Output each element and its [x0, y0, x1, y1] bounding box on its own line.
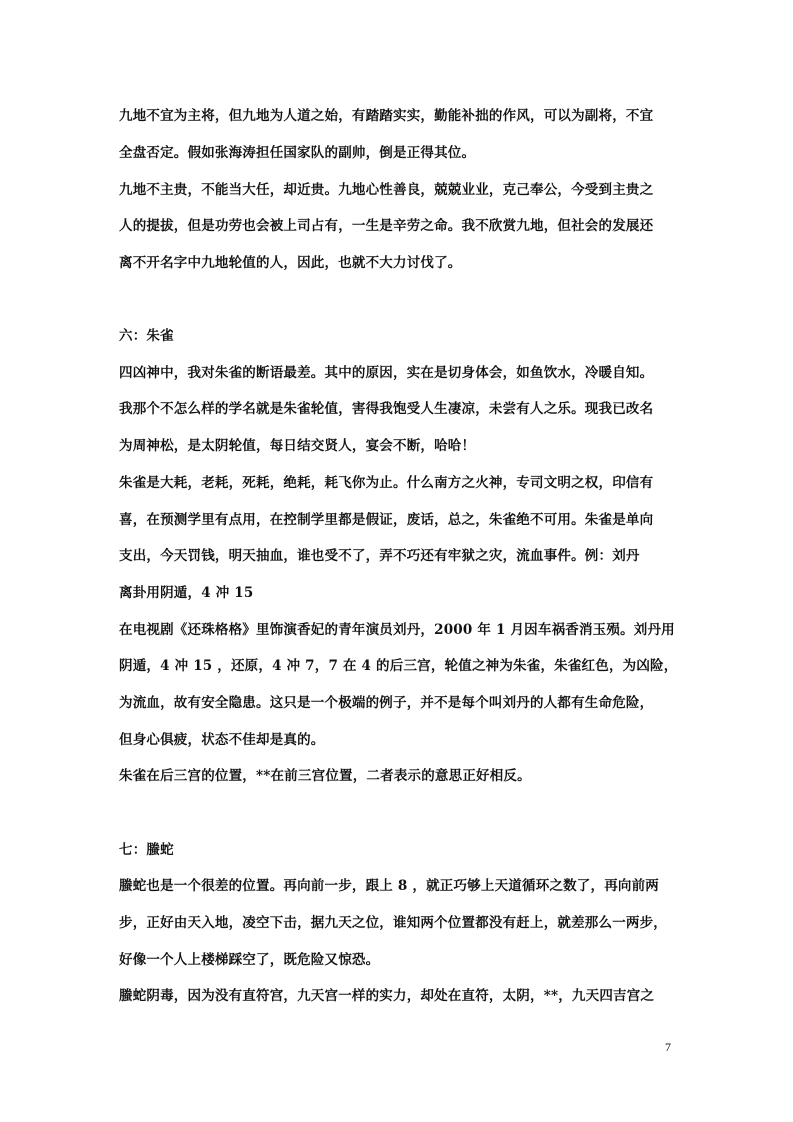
- text-line: 好像一个人上楼梯踩空了，既危险又惊恐。: [119, 952, 380, 968]
- text-line: 喜，在预测学里有点用，在控制学里都是假证，废话，总之，朱雀绝不可用。朱雀是单向: [119, 512, 654, 528]
- text-line: 支出，今天罚钱，明天抽血，谁也受不了，弄不巧还有牢狱之灾，流血事件。例：刘丹: [119, 548, 640, 564]
- text-line: 朱雀在后三宫的位置，**在前三宫位置，二者表示的意思正好相反。: [119, 768, 531, 784]
- page-number: 7: [665, 1040, 671, 1054]
- section-heading: 七：螣蛇: [119, 842, 174, 858]
- text-line: 阴遁，4 冲 15 ，还原，4 冲 7，7 在 4 的后三宫，轮值之神为朱雀，朱雀红色，为凶险，: [119, 658, 678, 674]
- text-line: 但身心俱疲，状态不佳却是真的。: [119, 732, 325, 748]
- text-line: 离不开名字中九地轮值的人，因此，也就不大力讨伐了。: [119, 255, 462, 271]
- text-line: 为周神松，是太阴轮值，每日结交贤人，宴会不断，哈哈！: [119, 438, 476, 454]
- text-line: 螣蛇阴毒，因为没有直符宫，九天宫一样的实力，却处在直符，太阴，**，九天四吉宫之: [119, 988, 655, 1004]
- text-line: 朱雀是大耗，老耗，死耗，绝耗，耗飞你为止。什么南方之火神，专司文明之权，印信有: [119, 475, 654, 491]
- text-line: 为流血，故有安全隐患。这只是一个极端的例子，并不是每个叫刘丹的人都有生命危险，: [119, 695, 654, 711]
- text-line: 在电视剧《还珠格格》里饰演香妃的青年演员刘丹，2000 年 1 月因车祸香消玉殒。刘丹用: [119, 622, 675, 638]
- text-line: 人的提拔，但是功劳也会被上司占有，一生是辛劳之命。我不欣赏九地，但社会的发展还: [119, 218, 654, 234]
- text-line: 九地不主贵，不能当大任，却近贵。九地心性善良，兢兢业业，克己奉公，今受到主贵之: [119, 182, 654, 198]
- text-line: 我那个不怎么样的学名就是朱雀轮值，害得我饱受人生凄凉，未尝有人之乐。现我已改名: [119, 401, 654, 417]
- text-line: 四凶神中，我对朱雀的断语最差。其中的原因，实在是切身体会，如鱼饮水，冷暖自知。: [119, 365, 654, 381]
- text-line: 螣蛇也是一个很差的位置。再向前一步，跟上 8 ，就正巧够上天道循环之数了，再向前两: [119, 878, 659, 894]
- text-line: 步，正好由天入地，凌空下击，据九天之位，谁知两个位置都没有赶上，就差那么一两步，: [119, 915, 667, 931]
- text-line: 离卦用阴遁，4 冲 15: [119, 585, 254, 601]
- text-line: 九地不宜为主将，但九地为人道之始，有踏踏实实，勤能补拙的作风，可以为副将，不宜: [119, 108, 654, 124]
- text-line: 全盘否定。假如张海涛担任国家队的副帅，倒是正得其位。: [119, 145, 476, 161]
- section-heading: 六：朱雀: [119, 328, 174, 344]
